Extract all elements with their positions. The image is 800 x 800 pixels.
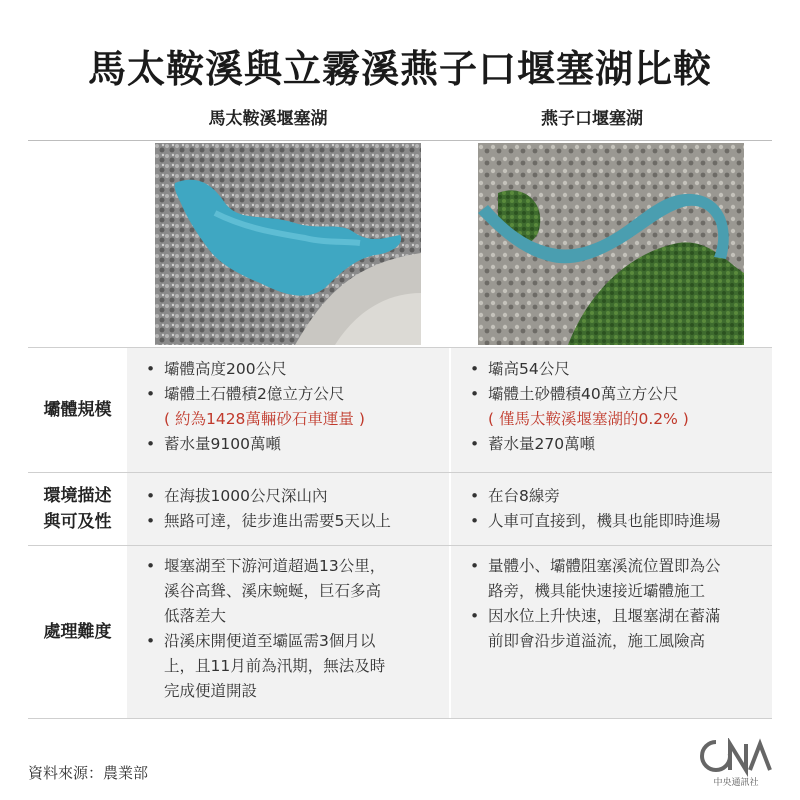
text-line: 低落差大 — [164, 607, 227, 625]
list-item: • 人車可直接到，機具也能即時進場 — [461, 509, 771, 534]
divider — [28, 718, 772, 719]
text-line: 完成便道開設 — [164, 682, 258, 700]
text-line: • 堰塞湖至下游河道超過13公里， — [164, 557, 386, 575]
list-item: • 壩高54公尺 — [461, 357, 771, 382]
text-line: • 沿溪床開便道至壩區需3個月以 — [164, 632, 376, 650]
list-item: • 蓄水量270萬噸 — [461, 432, 771, 457]
list-item — [137, 629, 447, 704]
list-item-note — [137, 407, 447, 432]
list-item — [461, 554, 771, 604]
list-item: • 無路可達，徒步進出需要5天以上 — [137, 509, 447, 534]
text-line: 路旁，機具能快速接近壩體施工 — [488, 582, 706, 600]
env-list-left — [137, 484, 447, 534]
yanzikou-lake-aerial-photo — [478, 143, 744, 345]
env-list-right — [461, 484, 771, 534]
list-item: • 在海拔1000公尺深山內 — [137, 484, 447, 509]
text-line: 溪谷高聳、溪床蜿蜒，巨石多高 — [164, 582, 382, 600]
row-label-environment — [28, 473, 127, 545]
text-line: • 因水位上升快速，且堰塞湖在蓄滿 — [488, 607, 721, 625]
text-line: • 量體小、壩體阻塞溪流位置即為公 — [488, 557, 721, 575]
row-label-difficulty: 處理難度 — [43, 622, 112, 642]
text-line: 前即會沿步道溢流，施工風險高 — [488, 632, 706, 650]
page-title: 馬太鞍溪與立霧溪燕子口堰塞湖比較 — [87, 47, 712, 91]
list-item: • 壩體高度200公尺 — [137, 357, 447, 382]
ratio-note: ( 僅馬太鞍溪堰塞湖的0.2% ) — [488, 410, 689, 428]
list-item: • 蓄水量9100萬噸 — [137, 432, 447, 457]
scale-list-left — [137, 357, 447, 457]
text-line: 上，且11月前為汛期，無法及時 — [164, 657, 386, 675]
column-header-right: 燕子口堰塞湖 — [541, 109, 643, 129]
matai-an-lake-aerial-photo — [155, 143, 421, 345]
row-label-scale: 壩體規模 — [43, 400, 112, 420]
list-item: • 在台8線旁 — [461, 484, 771, 509]
list-item: • 壩體土砂體積40萬立方公尺 — [461, 382, 771, 407]
difficulty-list-left — [137, 554, 447, 704]
list-item — [461, 604, 771, 654]
cna-logo-text: 中央通訊社 — [713, 778, 759, 788]
ratio-note: ( 約為1428萬輛砂石車運量 ) — [164, 410, 365, 428]
scale-list-right — [461, 357, 771, 457]
list-item-note — [461, 407, 771, 432]
source-note: 資料來源：農業部 — [28, 764, 149, 782]
column-header-left: 馬太鞍溪堰塞湖 — [208, 109, 328, 129]
difficulty-list-right — [461, 554, 771, 654]
list-item — [137, 554, 447, 629]
row-label-line: 環境描述 — [43, 486, 112, 506]
list-item: • 壩體土石體積2億立方公尺 — [137, 382, 447, 407]
row-label-line: 與可及性 — [43, 512, 112, 532]
